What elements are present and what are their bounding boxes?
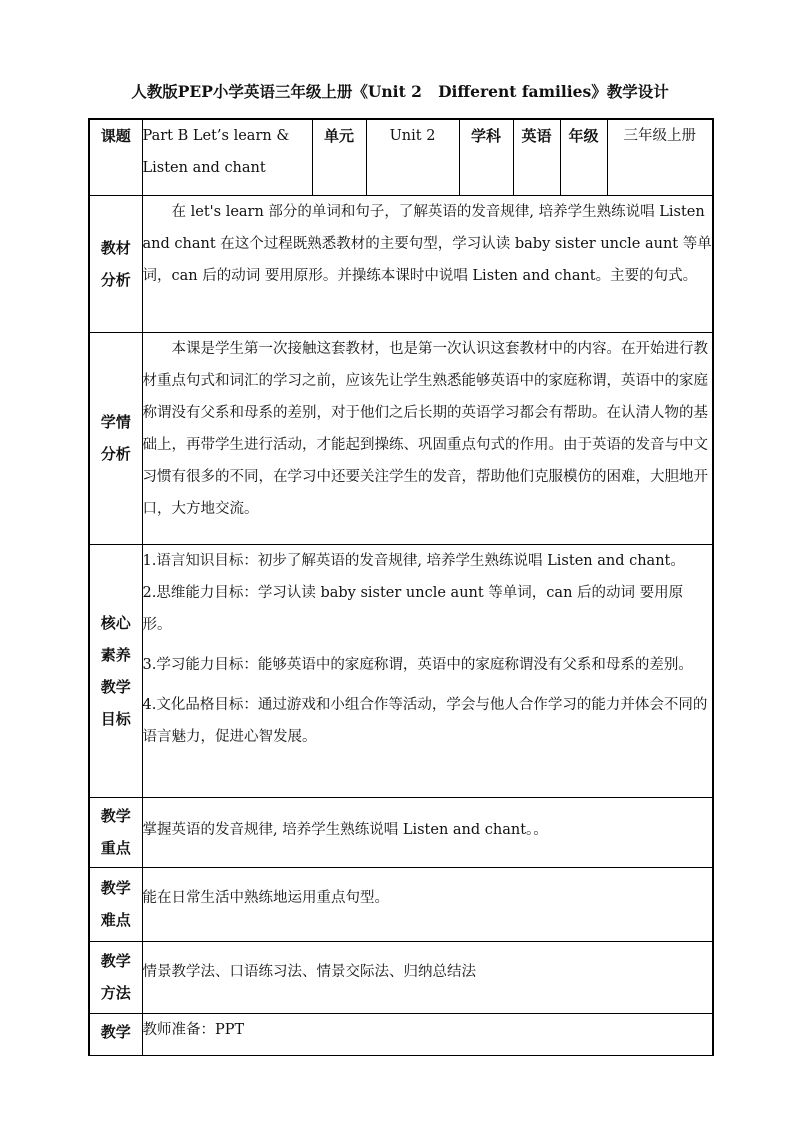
preparation-label: 教学	[89, 1013, 142, 1055]
student-analysis-text: 本课是学生第一次接触这套教材，也是第一次认识这套教材中的内容。在开始进行教材重点句式和词汇的学习之前，应该先让学生熟悉能够英语中的家庭称谓，英语中的家庭称谓没有父系和母系的差别，对于他们之后长期的英语学习都会有帮助。在认清人物的基础上，再带学生进行活动，才能起到操练、巩固重点句式的作用。由于英语的发音与中文习惯有很多的不同，在学习中还要关注学生的发音，帮助他们克服模仿的困难，大胆地开口，大方地交流。	[142, 332, 713, 544]
textbook-analysis-row	[89, 195, 713, 332]
objectives-label: 核心 素养 教学 目标	[89, 544, 142, 797]
key-points-text: 掌握英语的发音规律, 培养学生熟练说唱 Listen and chant。。	[142, 797, 713, 867]
methods-row	[89, 941, 713, 1013]
preparation-text: 教师准备：PPT	[142, 1013, 713, 1055]
textbook-analysis-label: 教材 分析	[89, 195, 142, 332]
difficulties-label: 教学 难点	[89, 867, 142, 941]
objective-item: 3.学习能力目标：能够英语中的家庭称谓，英语中的家庭称谓没有父系和母系的差别。	[142, 656, 693, 673]
student-analysis-label: 学情 分析	[89, 332, 142, 544]
topic-label: 课题	[89, 119, 142, 195]
unit-label: 单元	[312, 119, 366, 195]
objectives-text	[142, 544, 713, 797]
grade-value: 三年级上册	[607, 119, 713, 195]
difficulties-row	[89, 867, 713, 941]
lesson-plan-table	[88, 118, 714, 1056]
methods-label: 教学 方法	[89, 941, 142, 1013]
difficulties-text: 能在日常生活中熟练地运用重点句型。	[142, 867, 713, 941]
key-points-row	[89, 797, 713, 867]
document-title: 人教版PEP小学英语三年级上册《Unit 2 Different families》教学设计	[131, 82, 669, 101]
topic-value: Part B Let’s learn & Listen and chant	[142, 119, 312, 195]
textbook-analysis-text: 在 let's learn 部分的单词和句子，了解英语的发音规律, 培养学生熟练说唱 Listen and chant 在这个过程既熟悉教材的主要句型，学习认读 baby sister uncle aunt 等单词，can 后的动词 要用原形。并操练本课时中说唱 Listen and chant。主要的句式。	[142, 195, 713, 332]
methods-text: 情景教学法、口语练习法、情景交际法、归纳总结法	[142, 941, 713, 1013]
objective-item: 2.思维能力目标：学习认读 baby sister uncle aunt 等单词，can 后的动词 要用原形。	[142, 584, 684, 633]
unit-value: Unit 2	[366, 119, 459, 195]
objective-item: 4.文化品格目标：通过游戏和小组合作等活动，学会与他人合作学习的能力并体会不同的语言魅力，促进心智发展。	[142, 696, 708, 745]
grade-label: 年级	[560, 119, 607, 195]
student-analysis-row	[89, 332, 713, 544]
objectives-row	[89, 544, 713, 797]
header-row	[89, 119, 713, 195]
subject-label: 学科	[459, 119, 513, 195]
subject-value: 英语	[513, 119, 560, 195]
preparation-row	[89, 1013, 713, 1055]
objective-item: 1.语言知识目标：初步了解英语的发音规律, 培养学生熟练说唱 Listen and chant。	[142, 552, 685, 569]
key-points-label: 教学 重点	[89, 797, 142, 867]
